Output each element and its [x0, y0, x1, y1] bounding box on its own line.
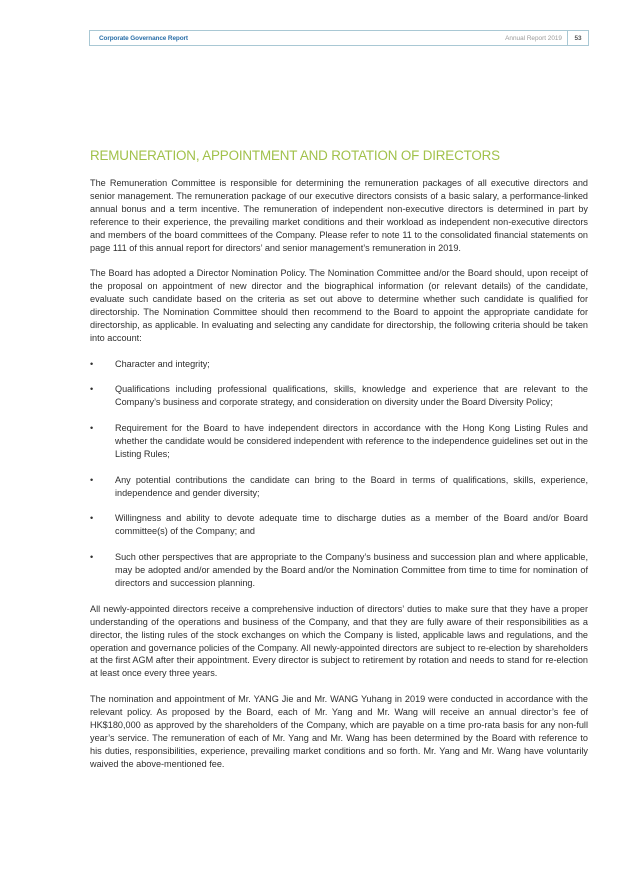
criteria-text: Willingness and ability to devote adequate time to discharge duties as a member of the Board and/or Board committee(s) of the Company; and: [115, 513, 588, 537]
criteria-list: [90, 358, 588, 590]
criteria-item: [90, 474, 588, 500]
criteria-item: [90, 358, 588, 371]
criteria-text: Character and integrity;: [115, 358, 210, 369]
criteria-item: [90, 422, 588, 461]
criteria-text: Qualifications including professional qualifications, skills, knowledge and experience that are relevant to the Company’s business and corporate strategy, and consideration on diversity under the Board Diversity Policy;: [115, 384, 588, 408]
paragraph-nomination-policy: The Board has adopted a Director Nomination Policy. The Nomination Committee and/or the Board should, upon receipt of the proposal on appointment of new director and the biographical information (or relevant details) of the candidate, evaluate such candidate based on the criteria as set out above to determine whether such candidate is qualified for directorship. The Nomination Committee should then recommend to the Board to appoint the appropriate candidate for directorship, as applicable. In evaluating and selecting any candidate for directorship, the following criteria should be taken into account:: [90, 268, 588, 343]
criteria-item: [90, 512, 588, 538]
criteria-item: [90, 383, 588, 409]
bullet-icon: •: [90, 358, 94, 369]
criteria-item: [90, 551, 588, 590]
section-name: Corporate Governance Report: [99, 34, 188, 42]
report-name: Annual Report 2019: [505, 34, 562, 42]
section-heading: REMUNERATION, APPOINTMENT AND ROTATION OF DIRECTORS: [90, 148, 500, 163]
criteria-text: Such other perspectives that are appropriate to the Company’s business and succession plan and where applicable, may be adopted and/or amended by the Board and/or the Nomination Committee from time to time for nomination of directors and succession planning.: [115, 552, 588, 588]
bullet-icon: •: [90, 474, 94, 485]
paragraph-induction: All newly-appointed directors receive a comprehensive induction of directors’ duties to make sure that they have a proper understanding of the operations and business of the Company, and that they are fully aware of their responsibilities as a director, the listing rules of the stock exchanges on which the Company is listed, applicable laws and regulations, and the operation and governance policies of the Company. All newly-appointed directors are subject to re-election by shareholders at the first AGM after their appointment. Every director is subject to retirement by rotation and needs to stand for re-election at least once every three years.: [90, 603, 588, 679]
paragraph-remuneration: The Remuneration Committee is responsible for determining the remuneration packages of all executive directors and senior management. The remuneration package of our executive directors consists of a basic salary, a performance-linked annual bonus and a term incentive. The remuneration of independent non-executive directors is determined in part by reference to their experience, the prevailing market conditions and their workload as independent non-executive directors and members of the board committees of the Company. Please refer to note 11 to the consolidated financial statements on page 111 of this annual report for directors’ and senior management’s remuneration in 2019.: [90, 178, 588, 253]
body-content: [90, 177, 588, 783]
bullet-icon: •: [90, 552, 94, 563]
bullet-icon: •: [90, 513, 94, 524]
criteria-text: Requirement for the Board to have independent directors in accordance with the Hong Kong Listing Rules and whether the candidate would be considered independent with reference to the independence guidelines set out in the Listing Rules;: [115, 423, 588, 459]
criteria-text: Any potential contributions the candidate can bring to the Board in terms of qualifications, skills, experience, independence and gender diversity;: [115, 474, 588, 498]
page-number: 53: [567, 31, 588, 45]
bullet-icon: •: [90, 384, 94, 395]
paragraph-appointment: The nomination and appointment of Mr. YANG Jie and Mr. WANG Yuhang in 2019 were conducted in accordance with the relevant policy. As proposed by the Board, each of Mr. Yang and Mr. Wang will receive an annual director’s fee of HK$180,000 as approved by the shareholders of the Company, which are payable on a time pro-rata basis for any non-full year’s service. The remuneration of each of Mr. Yang and Mr. Wang has been determined by the Board with reference to his duties, responsibilities, experience, prevailing market conditions and so forth. Mr. Yang and Mr. Wang have voluntarily waived the above-mentioned fee.: [90, 694, 588, 769]
running-header: [89, 30, 589, 46]
bullet-icon: •: [90, 423, 94, 434]
